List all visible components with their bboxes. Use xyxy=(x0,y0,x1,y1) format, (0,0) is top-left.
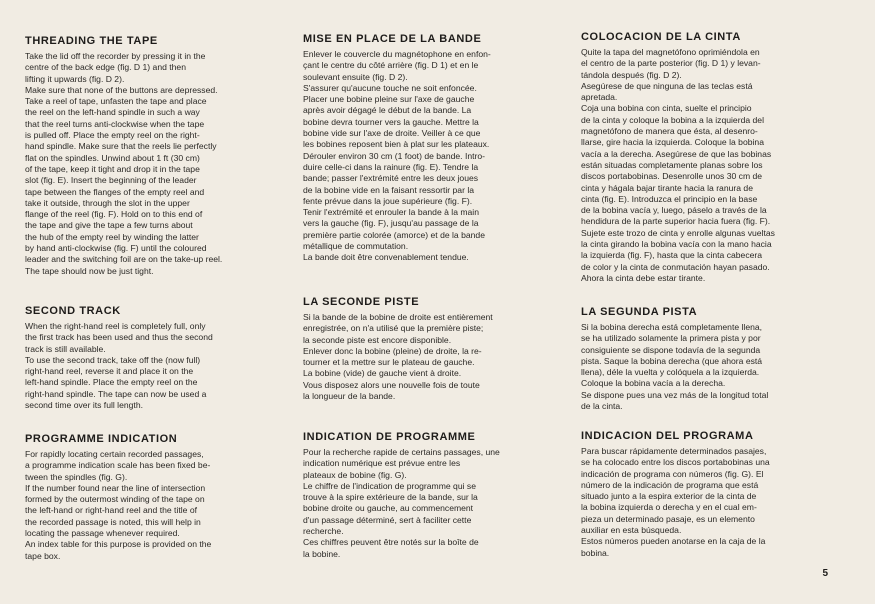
text-line: Estos números pueden anotarse en la caja de la xyxy=(581,536,766,547)
text-line: hand spindle. Make sure that the reels lie perfectly xyxy=(25,141,217,152)
text-line: trouve à la spire extérieure de la bande, sur la xyxy=(303,492,478,503)
text-line: vacía a la derecha. Asegúrese de que las bobinas xyxy=(581,148,772,159)
text-line: tape box. xyxy=(25,550,61,561)
text-line: the tape and give the tape a few turns about xyxy=(25,220,193,231)
text-line: Ces chiffres peuvent être notés sur la boîte de xyxy=(303,537,479,548)
text-line: discos portabobinas. Desenrolle unos 30 cm de xyxy=(581,171,763,182)
text-line: pista. Saque la bobina derecha (que ahora está xyxy=(581,355,763,366)
text-line: tourner et la mettre sur le plateau de gauche. xyxy=(303,357,475,368)
text-line: tándola después (fig. D 2). xyxy=(581,69,682,80)
text-line: Pour la recherche rapide de certains passages, une xyxy=(303,447,500,457)
text-line: indicación de programa con números (fig. G). El xyxy=(581,468,764,479)
text-line: de la bobine vide en la faisant ressortir par la xyxy=(303,184,475,195)
text-line: bobine droite ou gauche, au commencement xyxy=(303,503,474,514)
text-line: de color y la cinta de conmutación hayan pasado. xyxy=(581,261,770,272)
text-line: vers la gauche (fig. F), jusqu'au passage de la xyxy=(303,218,479,229)
text-line: Take the lid off the recorder by pressing it in the xyxy=(25,51,206,61)
text-line: If the number found near the line of intersection xyxy=(25,482,206,493)
section-indicacion-del-programa xyxy=(581,430,827,559)
text-line: indication numérique est prévue entre les xyxy=(303,458,461,469)
text-line: el centro de la parte posterior (fig. D 1) y levan- xyxy=(581,58,761,69)
section-body xyxy=(25,51,271,277)
text-line: Si la bobina derecha está completamente llena, xyxy=(581,322,763,332)
text-line: pieza un determinado pasaje, es un elemento xyxy=(581,513,755,524)
text-line: enregistrée, on n'a utilisé que la première piste; xyxy=(303,323,484,334)
text-line: Se dispone pues una vez más de la longitud total xyxy=(581,389,769,400)
text-line: la bobina izquierda o derecha y en el cual em- xyxy=(581,502,757,513)
section-title: THREADING THE TAPE xyxy=(25,35,158,47)
text-line: Take a reel of tape, unfasten the tape and place xyxy=(25,96,207,107)
text-line: recherche. xyxy=(303,526,344,537)
text-line: duire celle-ci dans la rainure (fig. E). Tendre la xyxy=(303,161,479,172)
text-line: soulevant ensuite (fig. D 2). xyxy=(303,71,408,82)
section-body xyxy=(303,447,549,560)
text-line: formed by the outermost winding of the tape on xyxy=(25,494,205,505)
text-line: is pulled off. Place the empty reel on the right- xyxy=(25,130,200,141)
text-line: première partie colorée (amorce) et de la bande xyxy=(303,229,485,240)
text-line: Ahora la cinta debe estar tirante. xyxy=(581,272,706,283)
section-title: LA SEGUNDA PISTA xyxy=(581,306,698,318)
section-la-seconde-piste xyxy=(303,296,549,402)
text-line: Placer une bobine pleine sur l'axe de gauche xyxy=(303,94,475,105)
text-line: tape between the flanges of the empty reel and xyxy=(25,186,205,197)
text-line: Quite la tapa del magnetófono oprimiéndola en xyxy=(581,47,760,57)
page-number: 5 xyxy=(822,568,828,579)
text-line: se ha utilizado solamente la primera pista y por xyxy=(581,333,761,344)
section-title: INDICACION DEL PROGRAMA xyxy=(581,430,754,442)
text-line: la izquierda (fig. F), hasta que la cinta cabecera xyxy=(581,250,763,261)
section-mise-en-place-de-la-bande xyxy=(303,33,549,264)
text-line: locating the passage whenever required. xyxy=(25,528,180,539)
text-line: la cinta girando la bobina vacía con la mano hacia xyxy=(581,239,772,250)
text-line: llarse, gire hacia la izquierda. Coloque la bobina xyxy=(581,137,764,148)
text-line: S'assurer qu'aucune touche ne soit enfoncée. xyxy=(303,82,477,93)
text-line: The tape should now be just tight. xyxy=(25,265,154,276)
text-line: right-hand reel, reverse it and place it on the xyxy=(25,366,194,377)
text-line: the hub of the empty reel by winding the latter xyxy=(25,231,199,242)
text-line: Tenir l'extrémité et enrouler la bande à la main xyxy=(303,207,479,218)
text-line: Coloque la bobina vacía a la derecha. xyxy=(581,378,726,389)
section-body xyxy=(25,449,271,562)
section-title: INDICATION DE PROGRAMME xyxy=(303,431,476,443)
text-line: Coja una bobina con cinta, suelte el principio xyxy=(581,103,752,114)
text-line: Para buscar rápidamente determinados pasajes, xyxy=(581,446,767,456)
text-line: Si la bande de la bobine de droite est entièrement xyxy=(303,312,493,322)
text-line: bobina. xyxy=(581,547,610,558)
text-line: Dérouler environ 30 cm (1 foot) de bande. Intro- xyxy=(303,150,485,161)
text-line: lifting it upwards (fig. D 2). xyxy=(25,73,125,84)
text-line: leader and the switching foil are on the take-up reel. xyxy=(25,254,223,265)
text-line: the left-hand or right-hand reel and the title of xyxy=(25,505,197,516)
text-line: An index table for this purpose is provided on the xyxy=(25,539,212,550)
text-line: tween the spindles (fig. G). xyxy=(25,471,128,482)
section-body xyxy=(581,446,827,559)
section-body xyxy=(581,322,827,412)
text-line: To use the second track, take off the (now full) xyxy=(25,354,201,365)
text-line: the recorded passage is noted, this will help in xyxy=(25,516,201,527)
section-programme-indication xyxy=(25,433,271,562)
text-line: çant le centre du côté arrière (fig. D 1) et en le xyxy=(303,60,479,71)
text-line: les bobines reposent bien à plat sur les plateaux. xyxy=(303,139,490,150)
section-colocacion-de-la-cinta xyxy=(581,31,827,284)
text-line: consiguiente se dispone todavía de la segunda xyxy=(581,344,761,355)
text-line: Enlever donc la bobine (pleine) de droite, la re- xyxy=(303,345,482,356)
text-line: situado junto a la espira exterior de la cinta de xyxy=(581,491,757,502)
text-line: that the reel turns anti-clockwise when the tape xyxy=(25,118,205,129)
text-line: plateaux de bobine (fig. G). xyxy=(303,469,407,480)
text-line: de la cinta y coloque la bobina a la izquierda del xyxy=(581,114,764,125)
section-title: PROGRAMME INDICATION xyxy=(25,433,178,445)
section-body xyxy=(303,312,549,402)
text-line: cinta y hágala bajar tirante hacia la ranura de xyxy=(581,182,753,193)
text-line: se ha colocado entre los discos portabobinas una xyxy=(581,457,770,468)
text-line: La bande doit être convenablement tendue. xyxy=(303,252,469,263)
text-line: de la bobina vacía y, luego, páselo a través de la xyxy=(581,205,767,216)
section-title: COLOCACION DE LA CINTA xyxy=(581,31,741,43)
section-title: SECOND TRACK xyxy=(25,305,121,317)
text-line: slot (fig. E). Insert the beginning of the leader xyxy=(25,175,197,186)
text-line: están situadas completamente planas sobre los xyxy=(581,159,763,170)
text-line: right-hand spindle. The tape can now be used a xyxy=(25,388,207,399)
text-line: auxiliar en esta búsqueda. xyxy=(581,525,682,536)
text-line: by hand anti-clockwise (fig. F) until the coloured xyxy=(25,243,207,254)
text-line: Make sure that none of the buttons are depressed. xyxy=(25,84,218,95)
section-title: MISE EN PLACE DE LA BANDE xyxy=(303,33,482,45)
text-line: magnetófono de manera que ésta, al desenro- xyxy=(581,126,758,137)
text-line: left-hand spindle. Place the empty reel on the xyxy=(25,377,198,388)
text-line: of the tape, keep it tight and drop it in the tape xyxy=(25,163,200,174)
text-line: track is still available. xyxy=(25,343,106,354)
text-line: Le chiffre de l'indication de programme qui se xyxy=(303,480,476,491)
section-body xyxy=(25,321,271,411)
text-line: llena), déle la vuelta y colóquela a la izquierda. xyxy=(581,367,760,378)
text-line: When the right-hand reel is completely full, only xyxy=(25,321,206,331)
section-threading-the-tape xyxy=(25,35,271,277)
text-line: Asegúrese de que ninguna de las teclas está xyxy=(581,80,753,91)
section-body xyxy=(581,47,827,284)
text-line: número de la indicación de programa que está xyxy=(581,479,759,490)
text-line: métallique de commutation. xyxy=(303,241,409,252)
text-line: the reel on the left-hand spindle in such a way xyxy=(25,107,200,118)
text-line: d'un passage déterminé, sert à faciliter cette xyxy=(303,514,472,525)
text-line: bobine vide sur l'axe de droite. Veiller à ce que xyxy=(303,128,481,139)
section-title: LA SECONDE PISTE xyxy=(303,296,420,308)
text-line: the first track has been used and thus the second xyxy=(25,332,213,343)
text-line: centre of the back edge (fig. D 1) and then xyxy=(25,62,186,73)
text-line: la bobine. xyxy=(303,548,341,559)
text-line: bande; passer l'extrémité entre les deux joues xyxy=(303,173,479,184)
text-line: hendidura de la parte superior hacia fuera (fig. F). xyxy=(581,216,771,227)
text-line: bobine devra tourner vers la gauche. Mettre la xyxy=(303,116,479,127)
text-line: second time over its full length. xyxy=(25,400,143,411)
text-line: a programme indication scale has been fixed be- xyxy=(25,460,211,471)
text-line: Sujete este trozo de cinta y enrolle algunas vueltas xyxy=(581,227,775,238)
text-line: fente prévue dans la joue supérieure (fig. F). xyxy=(303,195,473,206)
text-line: cinta (fig. E). Introduzca el principio en la base xyxy=(581,193,758,204)
text-line: la seconde piste est encore disponible. xyxy=(303,334,452,345)
section-second-track xyxy=(25,305,271,411)
section-indication-de-programme xyxy=(303,431,549,560)
text-line: flange of the reel (fig. F). Hold on to this end of xyxy=(25,209,203,220)
text-line: La bobine (vide) de gauche vient à droite. xyxy=(303,368,462,379)
text-line: la longueur de la bande. xyxy=(303,391,396,402)
text-line: flat on the spindles. Unwind about 1 ft (30 cm) xyxy=(25,152,200,163)
text-line: take it outside, through the slot in the upper xyxy=(25,197,190,208)
text-line: Enlever le couvercle du magnétophone en enfon- xyxy=(303,49,491,59)
text-line: Vous disposez alors une nouvelle fois de toute xyxy=(303,379,480,390)
section-body xyxy=(303,49,549,264)
section-la-segunda-pista xyxy=(581,306,827,412)
text-line: apretada. xyxy=(581,92,618,103)
text-line: après avoir dégagé le début de la bande. La xyxy=(303,105,472,116)
text-line: de la cinta. xyxy=(581,401,623,412)
text-line: For rapidly locating certain recorded passages, xyxy=(25,449,204,459)
